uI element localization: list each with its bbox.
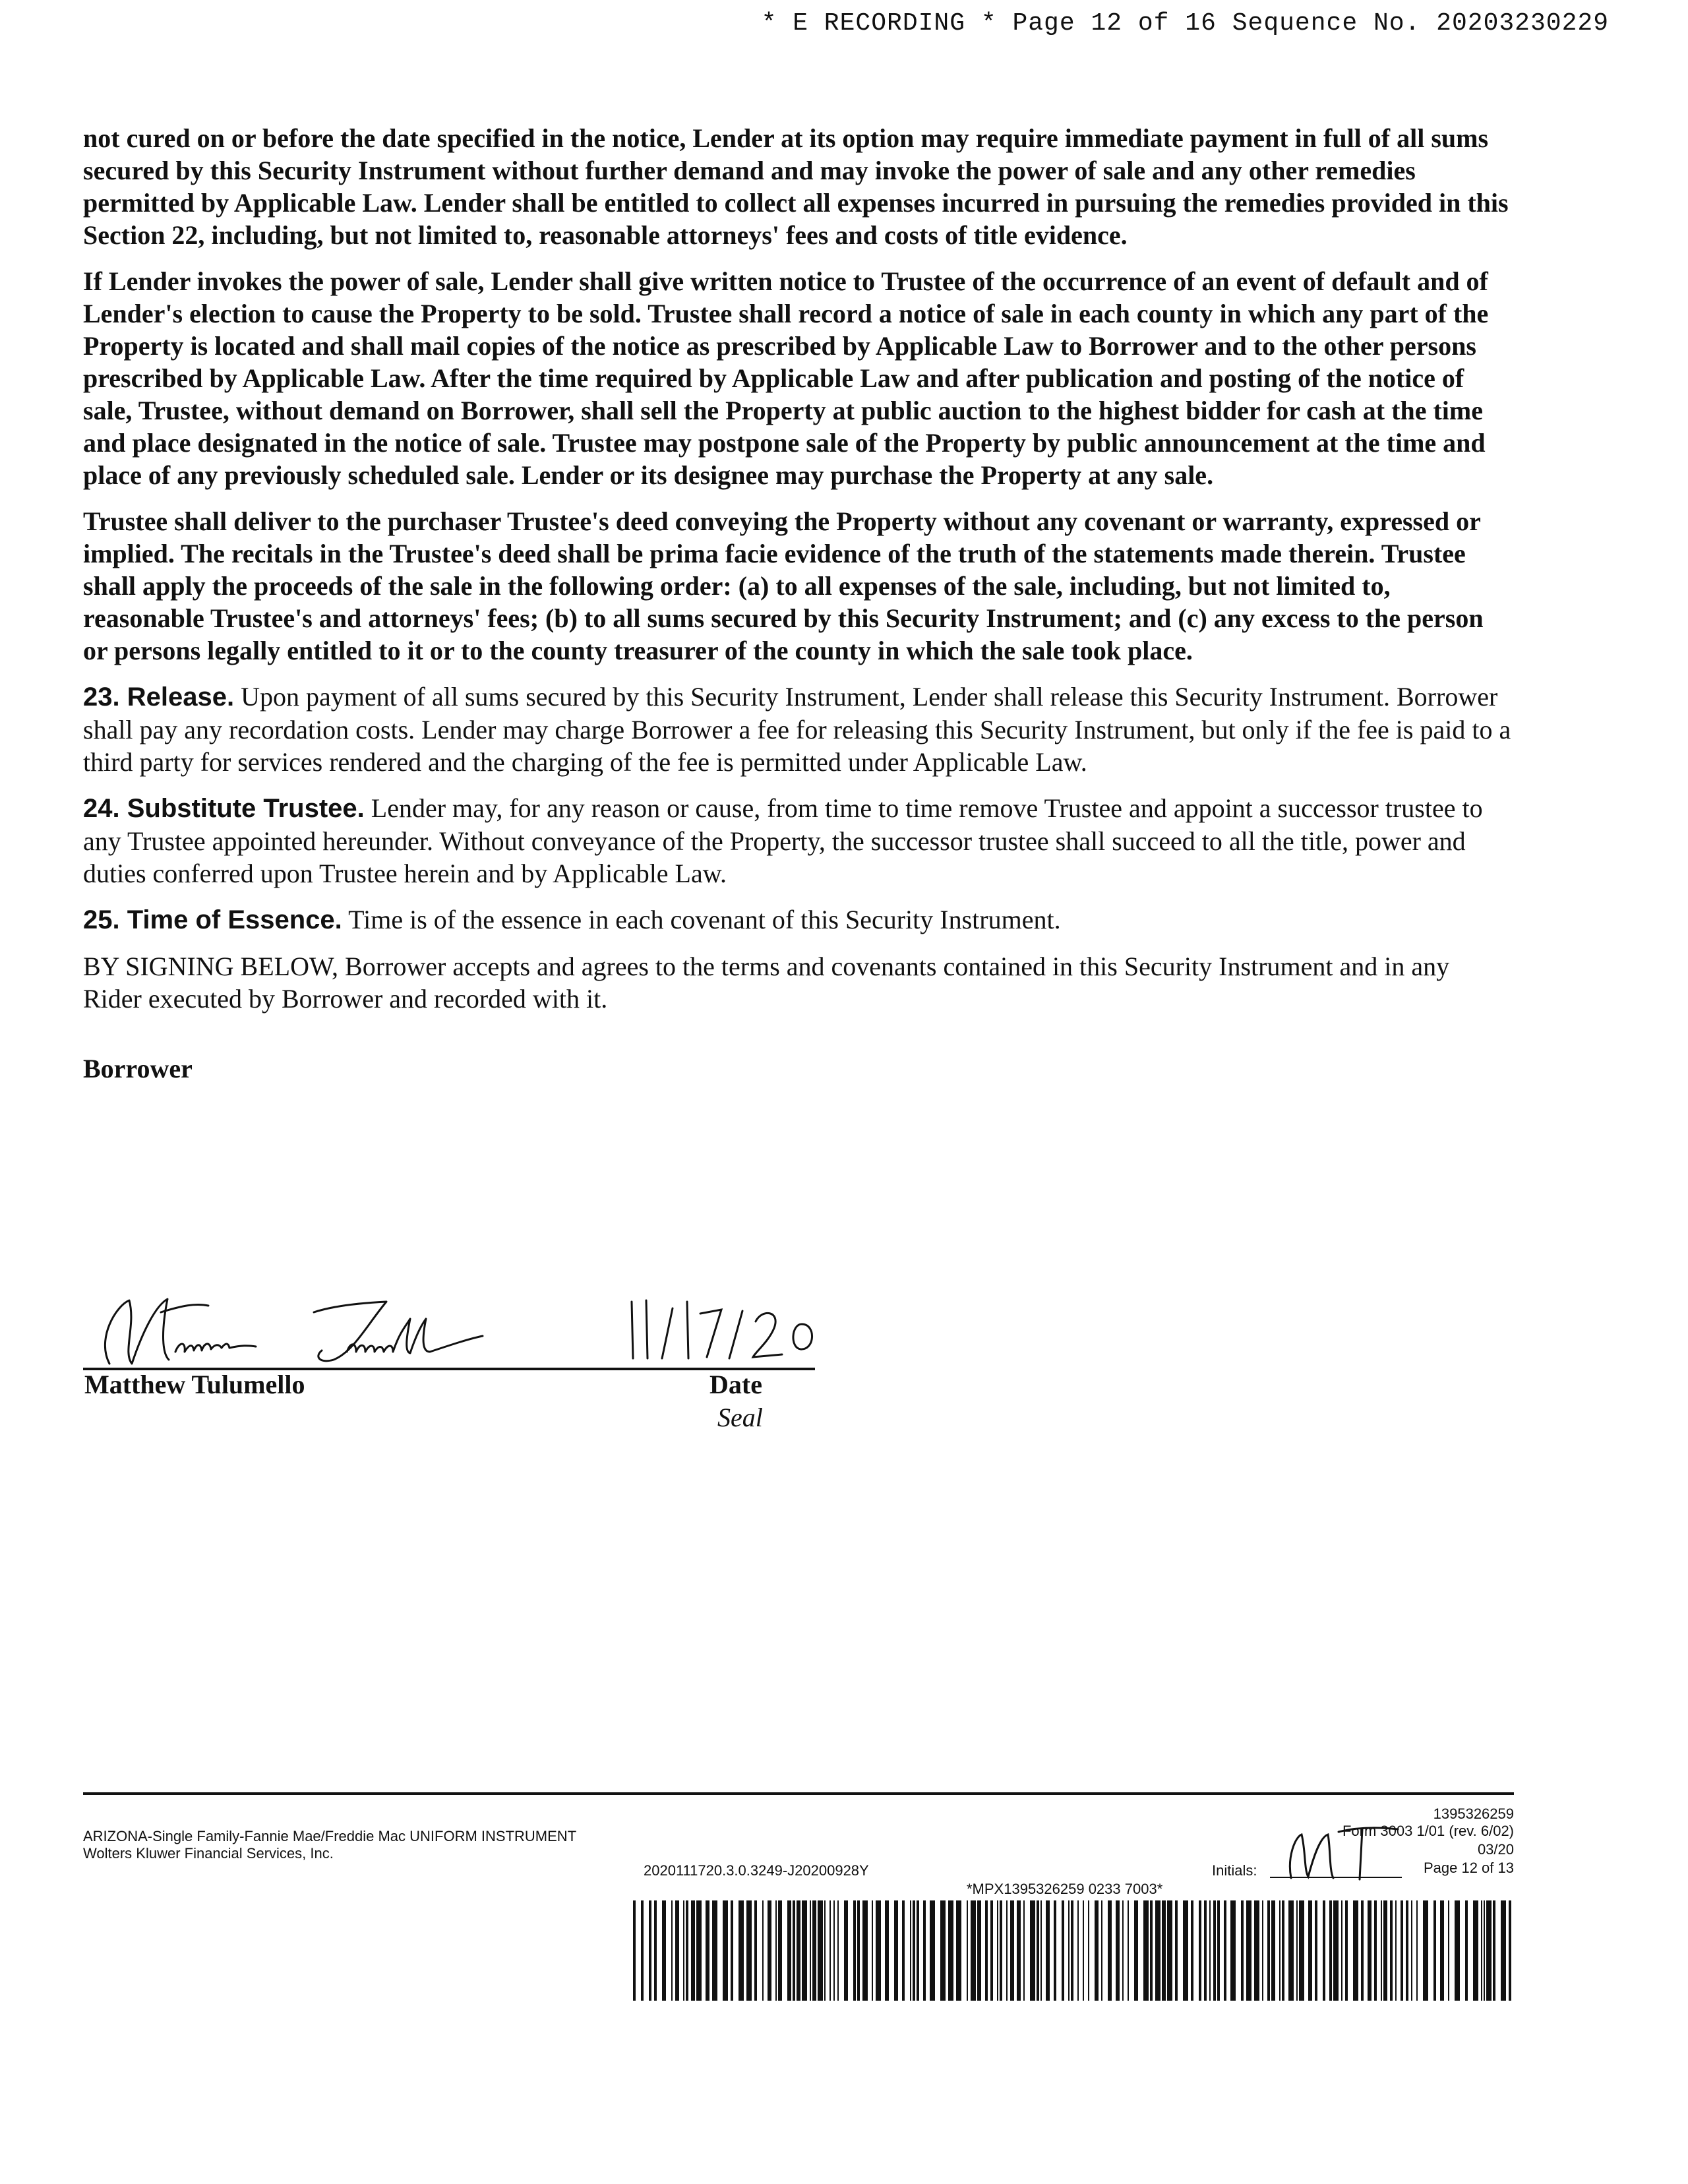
barcode-bar bbox=[967, 1900, 968, 2001]
barcode-bar bbox=[691, 1900, 695, 2001]
barcode-bar bbox=[1088, 1900, 1089, 2001]
barcode-bar bbox=[1083, 1900, 1084, 2001]
barcode-bar bbox=[1423, 1900, 1428, 2001]
barcode-bar bbox=[812, 1900, 816, 2001]
barcode-bar bbox=[1383, 1900, 1387, 2001]
barcode-bar bbox=[683, 1900, 684, 2001]
barcode-bar bbox=[746, 1900, 752, 2001]
barcode-bar bbox=[1406, 1900, 1408, 2001]
barcode-bar bbox=[754, 1900, 757, 2001]
barcode-bar bbox=[633, 1900, 636, 2001]
barcode-bar bbox=[1484, 1900, 1485, 2001]
barcode-bar bbox=[917, 1900, 919, 2001]
barcode-bar bbox=[1023, 1900, 1025, 2001]
section-25-heading: 25. Time of Essence. bbox=[83, 905, 342, 934]
barcode-bar bbox=[1440, 1900, 1444, 2001]
barcode-bar bbox=[671, 1900, 673, 2001]
section-24-heading: 24. Substitute Trustee. bbox=[83, 794, 365, 823]
barcode-bar bbox=[971, 1900, 976, 2001]
barcode-bar bbox=[1308, 1900, 1312, 2001]
barcode-bar bbox=[675, 1900, 679, 2001]
barcode-bar bbox=[1271, 1900, 1275, 2001]
barcode-bar bbox=[1361, 1900, 1364, 2001]
revision-date: 03/20 bbox=[1477, 1841, 1514, 1858]
signature-block bbox=[83, 1286, 822, 1444]
barcode-bar bbox=[723, 1900, 728, 2001]
section-25 bbox=[83, 903, 1514, 936]
barcode-bar bbox=[1143, 1900, 1149, 2001]
barcode-bar bbox=[1122, 1900, 1124, 2001]
barcode-bar bbox=[1299, 1900, 1304, 2001]
borrower-name: Matthew Tulumello bbox=[84, 1370, 305, 1399]
barcode-bar bbox=[1395, 1900, 1397, 2001]
barcode-bar bbox=[1175, 1900, 1178, 2001]
barcode-bar bbox=[1116, 1900, 1120, 2001]
initials-label: Initials: bbox=[1212, 1862, 1257, 1879]
barcode-bar bbox=[1006, 1900, 1008, 2001]
barcode-bar bbox=[1199, 1900, 1201, 2001]
barcode-bar bbox=[1481, 1900, 1482, 2001]
barcode-bar bbox=[641, 1900, 644, 2001]
barcode-bar bbox=[802, 1900, 807, 2001]
barcode-bar bbox=[1341, 1900, 1342, 2001]
barcode-bar bbox=[1046, 1900, 1050, 2001]
barcode-bar bbox=[649, 1900, 651, 2001]
initials-line bbox=[1270, 1877, 1402, 1878]
barcode-bar bbox=[1095, 1900, 1099, 2001]
barcode-bar bbox=[706, 1900, 709, 2001]
seal-label: Seal bbox=[717, 1403, 763, 1432]
barcode-bar bbox=[1183, 1900, 1188, 2001]
borrower-label: Borrower bbox=[83, 1054, 193, 1083]
barcode-bar bbox=[696, 1900, 702, 2001]
barcode-bar bbox=[818, 1900, 823, 2001]
barcode-text: *MPX1395326259 0233 7003* bbox=[967, 1881, 1163, 1897]
barcode-bar bbox=[829, 1900, 831, 2001]
barcode-bar bbox=[1282, 1900, 1284, 2001]
barcode-bar bbox=[1077, 1900, 1079, 2001]
barcode-bar bbox=[985, 1900, 988, 2001]
barcode-bar bbox=[1128, 1900, 1129, 2001]
barcode-bar bbox=[1486, 1900, 1492, 2001]
barcode-bar bbox=[778, 1900, 782, 2001]
form-title: ARIZONA-Single Family-Fannie Mae/Freddie Mac UNIFORM INSTRUMENT bbox=[83, 1828, 577, 1844]
barcode-bar bbox=[1345, 1900, 1348, 2001]
barcode-bar bbox=[853, 1900, 856, 2001]
barcode-bar bbox=[872, 1900, 873, 2001]
barcode-bar bbox=[810, 1900, 811, 2001]
barcode-bar bbox=[1473, 1900, 1478, 2001]
barcode-bar bbox=[1279, 1900, 1281, 2001]
barcode-bar bbox=[1224, 1900, 1226, 2001]
barcode-bar bbox=[1509, 1900, 1511, 2001]
barcode-bar bbox=[997, 1900, 998, 2001]
loan-number: 1395326259 bbox=[1433, 1805, 1514, 1822]
barcode-bar bbox=[1209, 1900, 1211, 2001]
barcode-bar bbox=[654, 1900, 657, 2001]
barcode-bar bbox=[1000, 1900, 1002, 2001]
form-number: Form 3003 1/01 (rev. 6/02) bbox=[1342, 1823, 1514, 1839]
barcode-bar bbox=[1071, 1900, 1073, 2001]
barcode-bar bbox=[1254, 1900, 1259, 2001]
recording-header: * E RECORDING * Page 12 of 16 Sequence No. 20203230229 bbox=[761, 9, 1609, 38]
footer-rule bbox=[83, 1792, 1514, 1795]
barcode-bar bbox=[1246, 1900, 1251, 2001]
barcode-bar bbox=[1333, 1900, 1339, 2001]
barcode-bar bbox=[793, 1900, 795, 2001]
barcode-bar bbox=[1323, 1900, 1325, 2001]
barcode-bar bbox=[1448, 1900, 1449, 2001]
barcode-bar bbox=[902, 1900, 905, 2001]
barcode-bar bbox=[1241, 1900, 1244, 2001]
barcode-bar bbox=[913, 1900, 915, 2001]
barcode-bar bbox=[1465, 1900, 1468, 2001]
paragraph-trustee-deed: Trustee shall deliver to the purchaser Trustee's deed conveying the Property without any covenant or warranty, expressed or implied. The recitals in the Trustee's deed shall be prima facie evidence of the truth of the statements made therein. Trustee shall apply the proceeds of the sale in the following order: (a) to all expenses of the sale, including, but not limited to, reasonable Trustee's and attorneys' fees; (b) to all sums secured by this Security Instrument; and (c) any excess to the person or persons legally entitled to it or to the county treasurer of the county in which the sale took place. bbox=[83, 506, 1484, 665]
barcode-bar bbox=[797, 1900, 800, 2001]
barcode bbox=[633, 1900, 1514, 2001]
section-23 bbox=[83, 681, 1514, 778]
barcode-bar bbox=[1390, 1900, 1393, 2001]
handwritten-date bbox=[624, 1295, 835, 1368]
barcode-bar bbox=[1411, 1900, 1412, 2001]
barcode-bar bbox=[990, 1900, 993, 2001]
section-24-text: Lender may, for any reason or cause, from time to time remove Trustee and appoint a successor trustee to any Trustee appointed hereunder. Without conveyance of the Property, the successor trustee shall succeed to all the title, power and duties conferred upon Trustee herein and by Applicable Law. bbox=[83, 793, 1483, 888]
barcode-bar bbox=[712, 1900, 717, 2001]
barcode-bar bbox=[1108, 1900, 1112, 2001]
barcode-bar bbox=[1315, 1900, 1317, 2001]
barcode-bar bbox=[824, 1900, 826, 2001]
barcode-bar bbox=[1288, 1900, 1294, 2001]
barcode-bar bbox=[738, 1900, 744, 2001]
barcode-bar bbox=[775, 1900, 777, 2001]
barcode-bar bbox=[977, 1900, 981, 2001]
section-23-heading: 23. Release. bbox=[83, 682, 235, 712]
barcode-bar bbox=[1433, 1900, 1436, 2001]
paragraph-remedies: not cured on or before the date specified in the notice, Lender at its option may require immediate payment in full of all sums secured by this Security Instrument without further demand and may invoke the power of sale and any other remedies permitted by Applicable Law. Lender shall be entitled to collect all expenses incurred in pursuing the remedies provided in this Section 22, including, but not limited to, reasonable attorneys' fees and costs of title evidence. bbox=[83, 123, 1509, 250]
barcode-bar bbox=[1401, 1900, 1403, 2001]
barcode-bar bbox=[762, 1900, 764, 2001]
barcode-bar bbox=[1040, 1900, 1042, 2001]
barcode-bar bbox=[837, 1900, 839, 2001]
barcode-bar bbox=[1416, 1900, 1418, 2001]
barcode-bar bbox=[1267, 1900, 1270, 2001]
barcode-bar bbox=[940, 1900, 946, 2001]
barcode-bar bbox=[956, 1900, 961, 2001]
barcode-bar bbox=[910, 1900, 911, 2001]
page-number: Page 12 of 13 bbox=[1423, 1860, 1514, 1876]
barcode-bar bbox=[1017, 1900, 1021, 2001]
barcode-bar bbox=[1155, 1900, 1160, 2001]
handwritten-signature bbox=[83, 1286, 531, 1372]
barcode-bar bbox=[1010, 1900, 1014, 2001]
barcode-bar bbox=[1150, 1900, 1153, 2001]
barcode-bar bbox=[1191, 1900, 1193, 2001]
barcode-bar bbox=[1329, 1900, 1332, 2001]
section-23-text: Upon payment of all sums secured by this Security Instrument, Lender shall release this Security Instrument. Borrower shall pay any recordation costs. Lender may charge Borrower a fee for releasing this Security Instrument, but only if the fee is paid to a third party for services rendered and the charging of the fee is permitted under Applicable Law. bbox=[83, 682, 1511, 777]
barcode-bar bbox=[1374, 1900, 1377, 2001]
section-25-text: Time is of the essence in each covenant of this Security Instrument. bbox=[342, 905, 1061, 934]
barcode-bar bbox=[1455, 1900, 1460, 2001]
barcode-bar bbox=[844, 1900, 848, 2001]
barcode-bar bbox=[1037, 1900, 1039, 2001]
paragraph-power-of-sale: If Lender invokes the power of sale, Lender shall give written notice to Trustee of the occurrence of an event of default and of Lender's election to cause the Property to be sold. Trustee shall record a notice of sale in each county in which any part of the Property is located and shall mail copies of the notice as prescribed by Applicable Law to Borrower and to the other persons prescribed by Applicable Law. After the time required by Applicable Law and after publication and posting of the notice of sale, Trustee, without demand on Borrower, shall sell the Property at public auction to the highest bidder for cash at the time and place designated in the notice of sale. Trustee may postpone sale of the Property by public announcement at the time and place of any previously scheduled sale. Lender or its designee may purchase the Property at any sale. bbox=[83, 266, 1489, 490]
barcode-bar bbox=[1167, 1900, 1172, 2001]
barcode-bar bbox=[1101, 1900, 1102, 2001]
barcode-bar bbox=[1204, 1900, 1207, 2001]
publisher: Wolters Kluwer Financial Services, Inc. bbox=[83, 1845, 334, 1862]
barcode-bar bbox=[1217, 1900, 1220, 2001]
barcode-bar bbox=[1062, 1900, 1064, 2001]
date-label: Date bbox=[709, 1370, 762, 1399]
document-body bbox=[83, 122, 1514, 1084]
barcode-bar bbox=[833, 1900, 835, 2001]
barcode-bar bbox=[1134, 1900, 1138, 2001]
document-footer bbox=[83, 1792, 1514, 2030]
barcode-bar bbox=[894, 1900, 898, 2001]
barcode-bar bbox=[1162, 1900, 1166, 2001]
barcode-bar bbox=[1262, 1900, 1263, 2001]
barcode-bar bbox=[1054, 1900, 1056, 2001]
barcode-bar bbox=[1353, 1900, 1358, 2001]
barcode-bar bbox=[862, 1900, 868, 2001]
barcode-bar bbox=[662, 1900, 666, 2001]
document-code: 2020111720.3.0.3249-J20200928Y bbox=[644, 1862, 869, 1879]
section-24 bbox=[83, 792, 1514, 890]
barcode-bar bbox=[731, 1900, 733, 2001]
barcode-bar bbox=[1030, 1900, 1035, 2001]
barcode-bar bbox=[1213, 1900, 1216, 2001]
barcode-bar bbox=[1381, 1900, 1382, 2001]
barcode-bar bbox=[686, 1900, 688, 2001]
barcode-bar bbox=[857, 1900, 860, 2001]
barcode-bar bbox=[1368, 1900, 1372, 2001]
barcode-bar bbox=[1230, 1900, 1236, 2001]
barcode-bar bbox=[1493, 1900, 1495, 2001]
barcode-bar bbox=[1501, 1900, 1506, 2001]
barcode-bar bbox=[1068, 1900, 1070, 2001]
barcode-bar bbox=[768, 1900, 771, 2001]
barcode-bar bbox=[948, 1900, 953, 2001]
barcode-bar bbox=[923, 1900, 926, 2001]
barcode-bar bbox=[876, 1900, 881, 2001]
barcode-bar bbox=[885, 1900, 889, 2001]
signing-statement: BY SIGNING BELOW, Borrower accepts and agrees to the terms and covenants contained in this Security Instrument and in any Rider executed by Borrower and recorded with it. bbox=[83, 952, 1450, 1014]
barcode-bar bbox=[1296, 1900, 1298, 2001]
barcode-bar bbox=[787, 1900, 791, 2001]
barcode-bar bbox=[930, 1900, 935, 2001]
